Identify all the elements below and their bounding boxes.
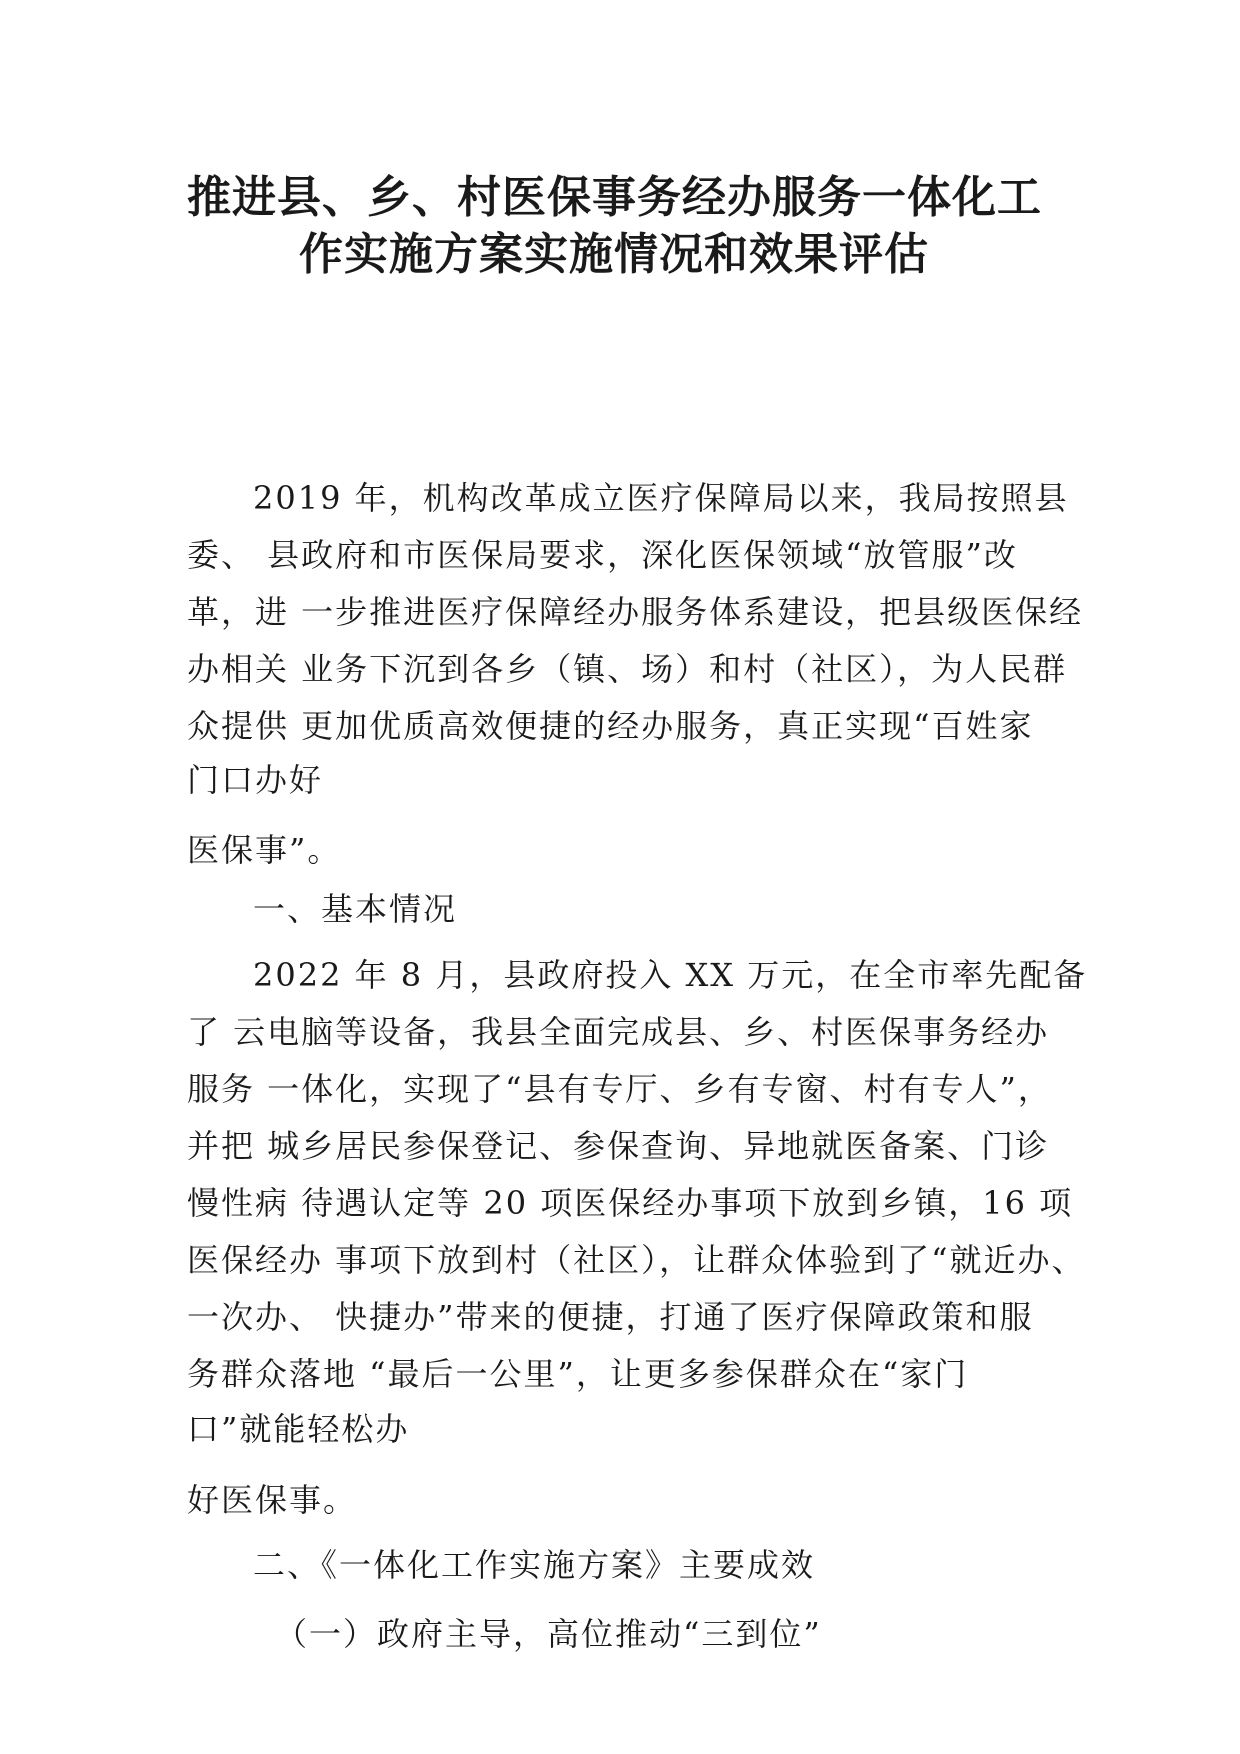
intro-line-1: 2019 年，机构改革成立医疗保障局以来，我局按照县: [253, 479, 1069, 517]
intro-line-2: 委、 县政府和市医保局要求，深化医保领域“放管服”改: [187, 536, 1018, 574]
section-1-line-4: 并把 城乡居民参保登记、参保查询、异地就医备案、门诊: [187, 1127, 1050, 1165]
section-1-line-6: 医保经办 事项下放到村（社区），让群众体验到了“就近办、: [187, 1241, 1086, 1279]
intro-line-6: 门口办好: [187, 761, 324, 799]
intro-line-4: 办相关 业务下沉到各乡（镇、场）和村（社区），为人民群: [187, 650, 1068, 688]
intro-line-5: 众提供 更加优质高效便捷的经办服务，真正实现“百姓家: [187, 707, 1034, 745]
section-1-end-line: 好医保事。: [187, 1481, 358, 1519]
section-1-line-8: 务群众落地 “最后一公里”，让更多参保群众在“家门: [187, 1355, 969, 1393]
section-1-line-7: 一次办、 快捷办”带来的便捷，打通了医疗保障政策和服: [187, 1298, 1034, 1336]
section-1-line-9: 口”就能轻松办: [187, 1410, 410, 1448]
document-title-line-1: 推进县、乡、村医保事务经办服务一体化工: [187, 172, 1042, 223]
section-1-line-3: 服务 一体化，实现了“县有专厅、乡有专窗、村有专人”，: [187, 1070, 1052, 1108]
section-1-line-5: 慢性病 待遇认定等 20 项医保经办事项下放到乡镇，16 项: [187, 1184, 1074, 1222]
section-2-heading: 二、《一体化工作实施方案》主要成效: [253, 1546, 816, 1584]
intro-end-line: 医保事”。: [187, 831, 342, 869]
section-1-heading: 一、基本情况: [253, 890, 458, 928]
document-title-line-2: 作实施方案实施情况和效果评估: [299, 229, 929, 280]
section-1-line-2: 了 云电脑等设备，我县全面完成县、乡、村医保事务经办: [187, 1013, 1050, 1051]
subsection-1-heading: （一）政府主导，高位推动“三到位”: [275, 1615, 822, 1653]
intro-line-3: 革，进 一步推进医疗保障经办服务体系建设，把县级医保经: [187, 593, 1084, 631]
section-1-line-1: 2022 年 8 月，县政府投入 XX 万元，在全市率先配备: [253, 956, 1088, 994]
